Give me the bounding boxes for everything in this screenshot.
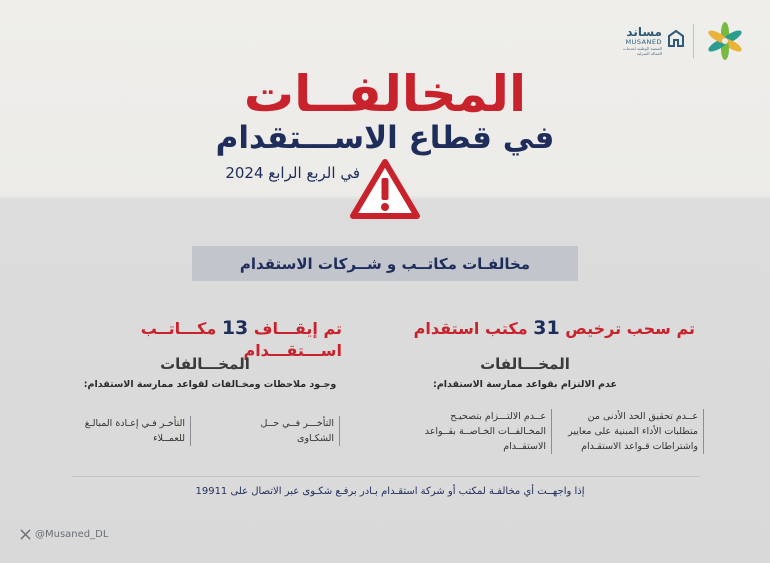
left-heading-number: 13: [221, 317, 249, 339]
right-heading-suffix: مكتب استقدام: [413, 319, 528, 338]
main-title-line2: في قطاع الاســـتقدام: [215, 120, 555, 156]
vision-2030-icon: [704, 22, 746, 62]
left-violation-item: التأخـــر فــي حــل الشكـاوى: [238, 416, 340, 446]
right-violations-title: المخـــالفات: [480, 355, 570, 373]
warning-triangle-icon: [349, 158, 421, 220]
musaned-name-ar: مساند: [626, 25, 662, 39]
main-title: المخالفــات: [243, 65, 527, 123]
right-violations-desc: عدم الالتزام بقواعد ممارسة الاستقدام:: [433, 379, 617, 390]
left-heading-prefix: تم إيقـــاف: [253, 319, 342, 338]
right-violation-item: عــدم تحقيق الحد الأدنى من متطلبات الأداء المبنية على معايير واشتراطات قـواعد الاستقـدام: [562, 409, 704, 454]
left-violations-desc: وجـود ملاحظات ومخـالفات لقواعد ممارسة الاستقدام:: [83, 379, 337, 390]
social-handle[interactable]: [20, 526, 108, 542]
right-violation-item: عــدم الالتـــزام بتصحيـح المخـالفــات الخـاصــة بقــواعد الاستقــدام: [410, 409, 552, 454]
musaned-name-en: MUSANED: [625, 38, 662, 46]
banner-label: مخالفـات مكاتــب و شــركات الاستقدام: [239, 254, 531, 273]
logo-divider: [693, 24, 694, 58]
social-handle-text: @Musaned_DL: [35, 528, 109, 540]
left-heading-suffix: مكـــاتــب اســـتقـــدام: [140, 319, 342, 360]
musaned-subtitle: المنصة الوطنية لخدمات العمالة المنزلية: [622, 46, 662, 56]
footer-note: إذا واجهــت أي مخالفـة لمكتب أو شركة استقـدام بـادر برفـع شكـوى عبر الاتصال على 19911: [195, 486, 585, 497]
right-heading-number: 31: [533, 317, 560, 339]
quarter-subtitle: في الربع الرابع 2024: [225, 164, 360, 182]
left-violation-item: التأخـر فـي إعـادة المبالـغ للعمــلاء: [80, 416, 191, 446]
right-heading-prefix: تم سحب ترخيص: [565, 319, 695, 338]
right-column-heading: [395, 317, 695, 340]
header-logos: [618, 22, 753, 62]
x-logo-icon: [20, 529, 31, 540]
musaned-logo-text: [618, 26, 662, 56]
section-banner: [192, 246, 578, 281]
left-violations-title: المخـــالفات: [160, 355, 250, 373]
footer-divider: [72, 476, 700, 477]
musaned-logo-icon: [666, 28, 686, 48]
